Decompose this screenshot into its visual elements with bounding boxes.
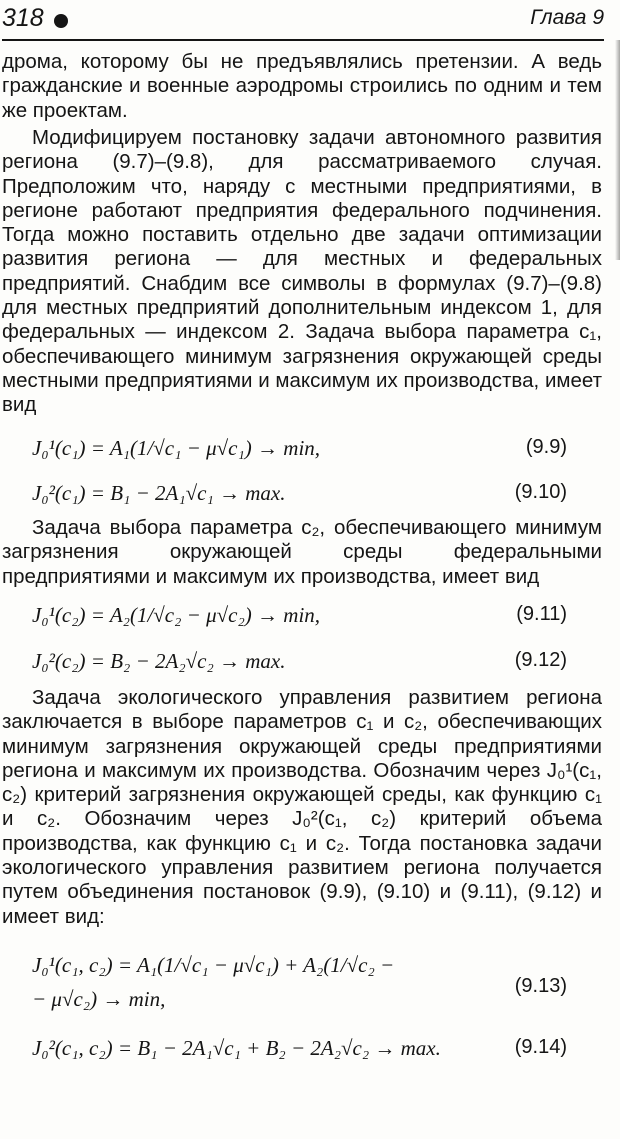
equation-expression: J₀²(c₁) = B₁ − 2A₁√c₁ → max. [32,481,286,505]
paragraph: Задача экологического управления развитием региона заключается в выборе параметров c₁ и c₂, обеспечивающих минимум загрязнения окружающей среды предприятиями региона и максимум их производства. Обозначим через J₀¹(c₁, c₂) критерий загрязнения окружающей среды, как функцию c₁ и c₂. Обозначим через J₀²(c₁, c₂) критерий объема производства, как функцию c₁ и c₂. Тогда постановка задачи экологического управления развитием региона получается путем объединения постановок (9.9), (9.10) и (9.11), (9.12) и имеет вид: [2,686,602,928]
equation-expression: J₀¹(c₁, c₂) = A₁(1/√c₁ − μ√c₁) + A₂(1/√c₂ − [32,953,395,977]
equation-expression-continued: − μ√c₂) → min, [32,987,166,1011]
equation-expression: J₀²(c₂) = B₂ − 2A₂√c₂ → max. [32,649,286,673]
page-header [2,2,604,42]
equation-number: (9.13) [514,975,567,997]
equation [32,953,567,1013]
equation-number: (9.12) [514,649,567,671]
paragraph: Модифицируем постановку задачи автономного развития региона (9.7)–(9.8), для рассматриваемого случая. Предположим что, наряду с местными предприятиями, в регионе работают предприятия федерального подчинения. Тогда можно поставить отдельно две задачи оптимизации развития региона — для местных и федеральных предприятий. Снабдим все символы в формулах (9.7)–(9.8) для местных предприятий дополнительным индексом 1, для федеральных — индексом 2. Задача выбора параметра c₁, обеспечивающего минимум загрязнения окружающей среды местными предприятиями и максимум их производства, имеет вид [2,126,602,417]
header-rule [2,39,604,41]
bullet-icon [54,14,68,28]
equation [32,436,567,464]
equation-number: (9.14) [514,1036,567,1058]
paragraph: Задача выбора параметра c₂, обеспечивающего минимум загрязнения окружающей среды федеральными предприятиями и максимум их производства, имеет вид [2,516,602,588]
equation [32,1036,567,1064]
page-edge-shadow [615,40,620,260]
equation [32,649,567,677]
equation-expression: J₀²(c₁, c₂) = B₁ − 2A₁√c₁ + B₂ − 2A₂√c₂ → max. [32,1036,441,1060]
paragraph: дромa, которому бы не предъявлялись претензии. А ведь гражданские и военные аэродромы строились по одним и тем же проектам. [2,50,602,122]
equation-expression: J₀¹(c₂) = A₂(1/√c₂ − μ√c₂) → min, [32,603,321,627]
equation-number: (9.10) [514,481,567,503]
chapter-title: Глава 9 [530,6,604,29]
page-number: 318 [2,4,44,32]
equation [32,603,567,631]
equation-number: (9.11) [516,603,567,625]
equation-number: (9.9) [525,436,567,458]
equation-expression: J₀¹(c₁) = A₁(1/√c₁ − μ√c₁) → min, [32,436,321,460]
equation [32,481,567,509]
